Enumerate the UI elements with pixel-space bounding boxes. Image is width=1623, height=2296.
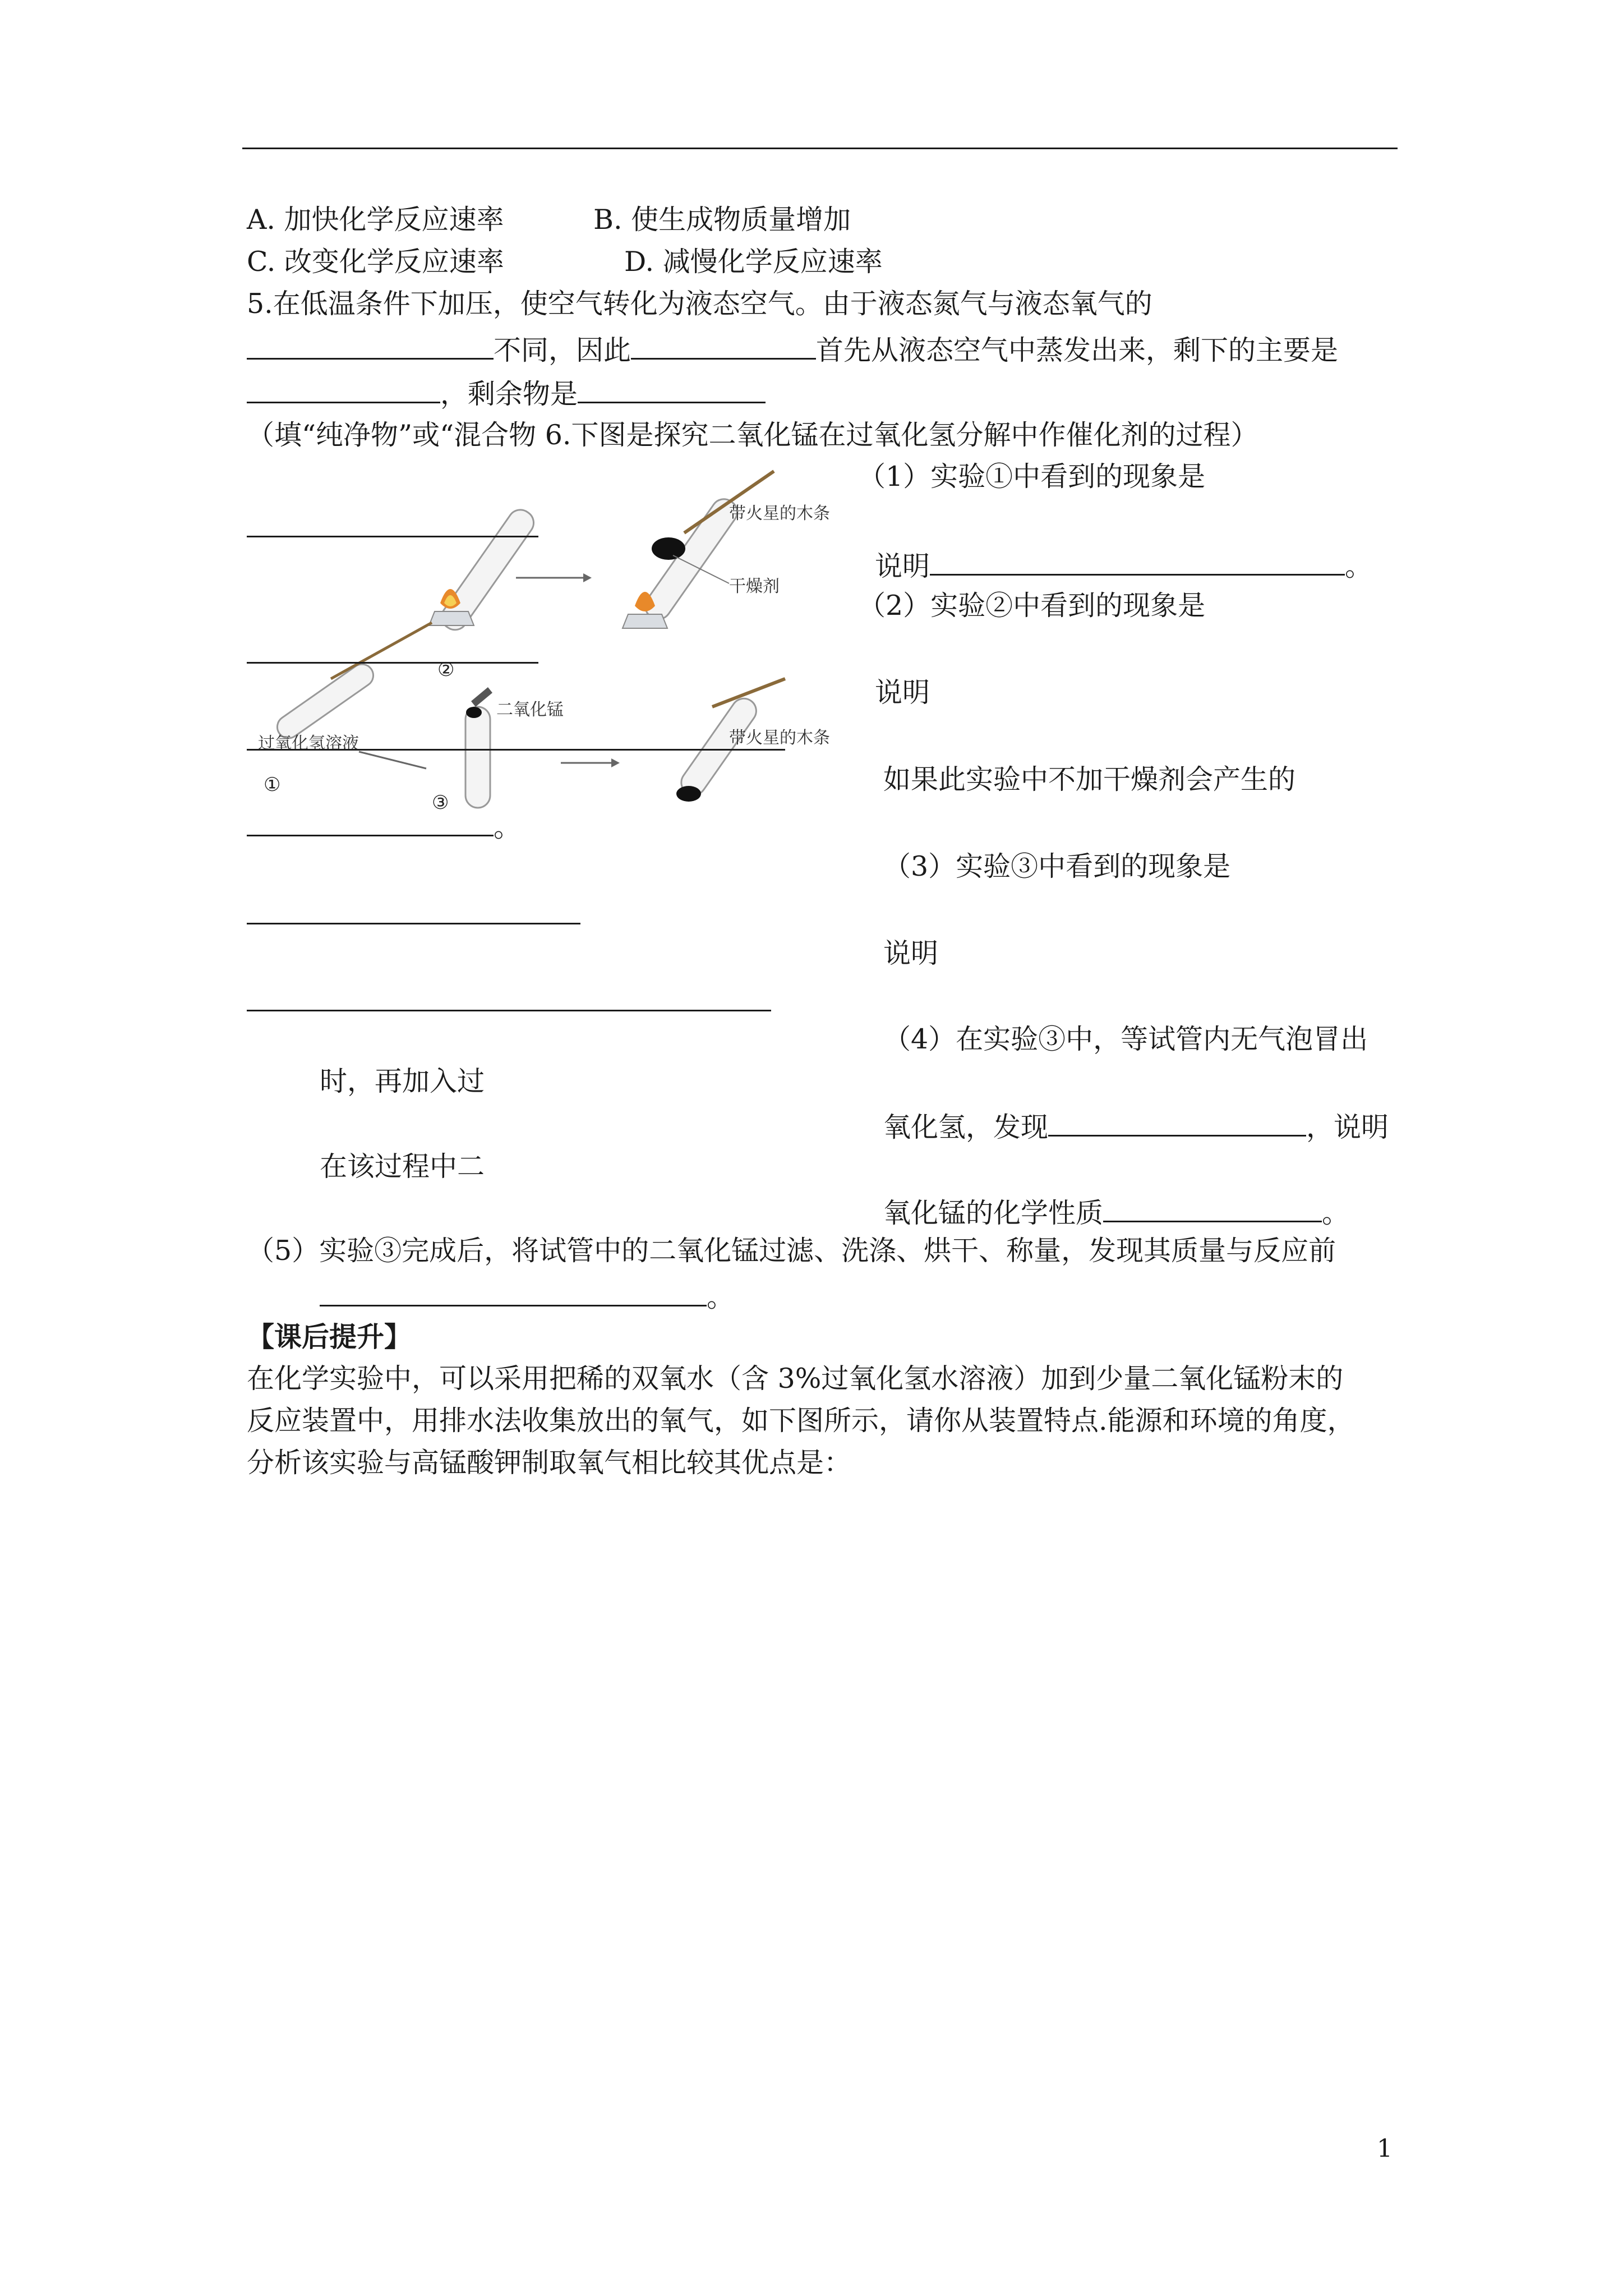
q5-line1: 5.在低温条件下加压，使空气转化为液态空气。由于液态氮气与液态氧气的 <box>247 288 1152 320</box>
period: 。 <box>707 1281 735 1313</box>
explain-label: 说明 <box>875 550 930 582</box>
answer-blank[interactable] <box>247 662 538 664</box>
after-line2: 反应装置中，用排水法收集放出的氧气，如下图所示，请你从装置特点.能源和环境的角度， <box>247 1405 1355 1437</box>
answer-line-left <box>247 808 521 844</box>
experiment-figure <box>247 466 852 813</box>
period: 。 <box>1345 550 1373 582</box>
q6-part2: （2）实验②中看到的现象是 <box>858 590 1206 622</box>
answer-blank[interactable] <box>1103 1194 1322 1222</box>
q5-line4: （填“纯净物”或“混合物 6.下图是探究二氧化锰在过氧化氢分解中作催化剂的过程） <box>247 419 1258 451</box>
arrow-icon <box>359 752 426 769</box>
p4-text-b: ，说明 <box>1306 1111 1389 1143</box>
label-mno2: 二氧化锰 <box>496 700 564 720</box>
q6-part5: （5）实验③完成后，将试管中的二氧化锰过滤、洗涤、烘干、称量，发现其质量与反应前 <box>247 1235 1336 1267</box>
answer-blank[interactable] <box>578 375 766 403</box>
answer-blank[interactable] <box>247 331 494 360</box>
page-number: 1 <box>1377 2134 1393 2163</box>
option-d: D. 减慢化学反应速率 <box>624 246 883 278</box>
answer-blank[interactable] <box>631 331 816 360</box>
header-rule <box>242 148 1398 149</box>
option-a: A. 加快化学反应速率 <box>247 204 504 236</box>
label-num-2: ② <box>437 659 455 681</box>
label-num-1: ① <box>264 774 281 796</box>
answer-blank[interactable] <box>930 547 1345 576</box>
label-h2o2: 过氧化氢溶液 <box>258 734 359 753</box>
period: 。 <box>1322 1197 1350 1229</box>
q5-line3 <box>247 375 766 411</box>
label-desiccant: 干燥剂 <box>729 577 780 596</box>
q6-explain1 <box>875 547 1372 583</box>
q5-line2-mid: 不同，因此 <box>494 334 631 366</box>
tube-desiccant-icon <box>623 471 774 628</box>
after-line1: 在化学实验中，可以采用把稀的双氧水（含 3%过氧化氢水溶液）加到少量二氧化锰粉末的 <box>247 1363 1344 1395</box>
answer-blank[interactable] <box>247 923 580 924</box>
tube-h2o2-icon <box>273 623 432 743</box>
answer-blank[interactable] <box>247 749 785 751</box>
label-num-3: ③ <box>432 792 449 813</box>
q6-part4-line2 <box>883 1108 1389 1144</box>
option-b: B. 使生成物质量增加 <box>593 204 851 236</box>
q6-no-desiccant: 如果此实验中不加干燥剂会产生的 <box>883 763 1296 795</box>
answer-blank[interactable] <box>320 1278 707 1306</box>
label-splint-top: 带火星的木条 <box>729 504 830 523</box>
tube-mno2-icon <box>465 687 492 808</box>
arrow-head-icon <box>611 758 620 767</box>
q6-part4-left1: 时，再加入过 <box>320 1065 485 1097</box>
q6-part1: （1）实验①中看到的现象是 <box>858 461 1206 493</box>
q6-part3: （3）实验③中看到的现象是 <box>883 850 1231 882</box>
period-left: 。 <box>494 811 522 843</box>
answer-blank[interactable] <box>247 536 538 537</box>
p4-text-a: 氧化氢，发现 <box>883 1111 1049 1143</box>
label-splint-bottom: 带火星的木条 <box>729 728 830 748</box>
q6-part4-line3 <box>883 1194 1349 1230</box>
experiment-diagram <box>247 466 852 813</box>
q5-line2-end: 首先从液态空气中蒸发出来，剩下的主要是 <box>816 334 1339 366</box>
answer-blank[interactable] <box>1048 1108 1306 1137</box>
q6-part5-answer <box>320 1278 734 1314</box>
answer-blank[interactable] <box>247 808 494 836</box>
answer-blank[interactable] <box>247 375 440 403</box>
q6-part4-line1: （4）在实验③中，等试管内无气泡冒出 <box>883 1023 1368 1055</box>
answer-blank[interactable] <box>247 1010 771 1011</box>
section-heading: 【课后提升】 <box>247 1320 412 1353</box>
arrow-head-icon <box>583 573 592 582</box>
q5-line3-mid: ，剩余物是 <box>440 378 578 410</box>
q6-part4-left2: 在该过程中二 <box>320 1151 485 1182</box>
p4-text-c: 氧化锰的化学性质 <box>883 1197 1104 1229</box>
q5-line2 <box>247 331 1338 367</box>
tube-heated-icon <box>429 505 538 634</box>
q6-explain2: 说明 <box>875 677 930 708</box>
after-line3: 分析该实验与高锰酸钾制取氧气相比较其优点是： <box>247 1447 852 1479</box>
option-c: C. 改变化学反应速率 <box>247 246 504 278</box>
q6-explain3: 说明 <box>883 937 939 969</box>
